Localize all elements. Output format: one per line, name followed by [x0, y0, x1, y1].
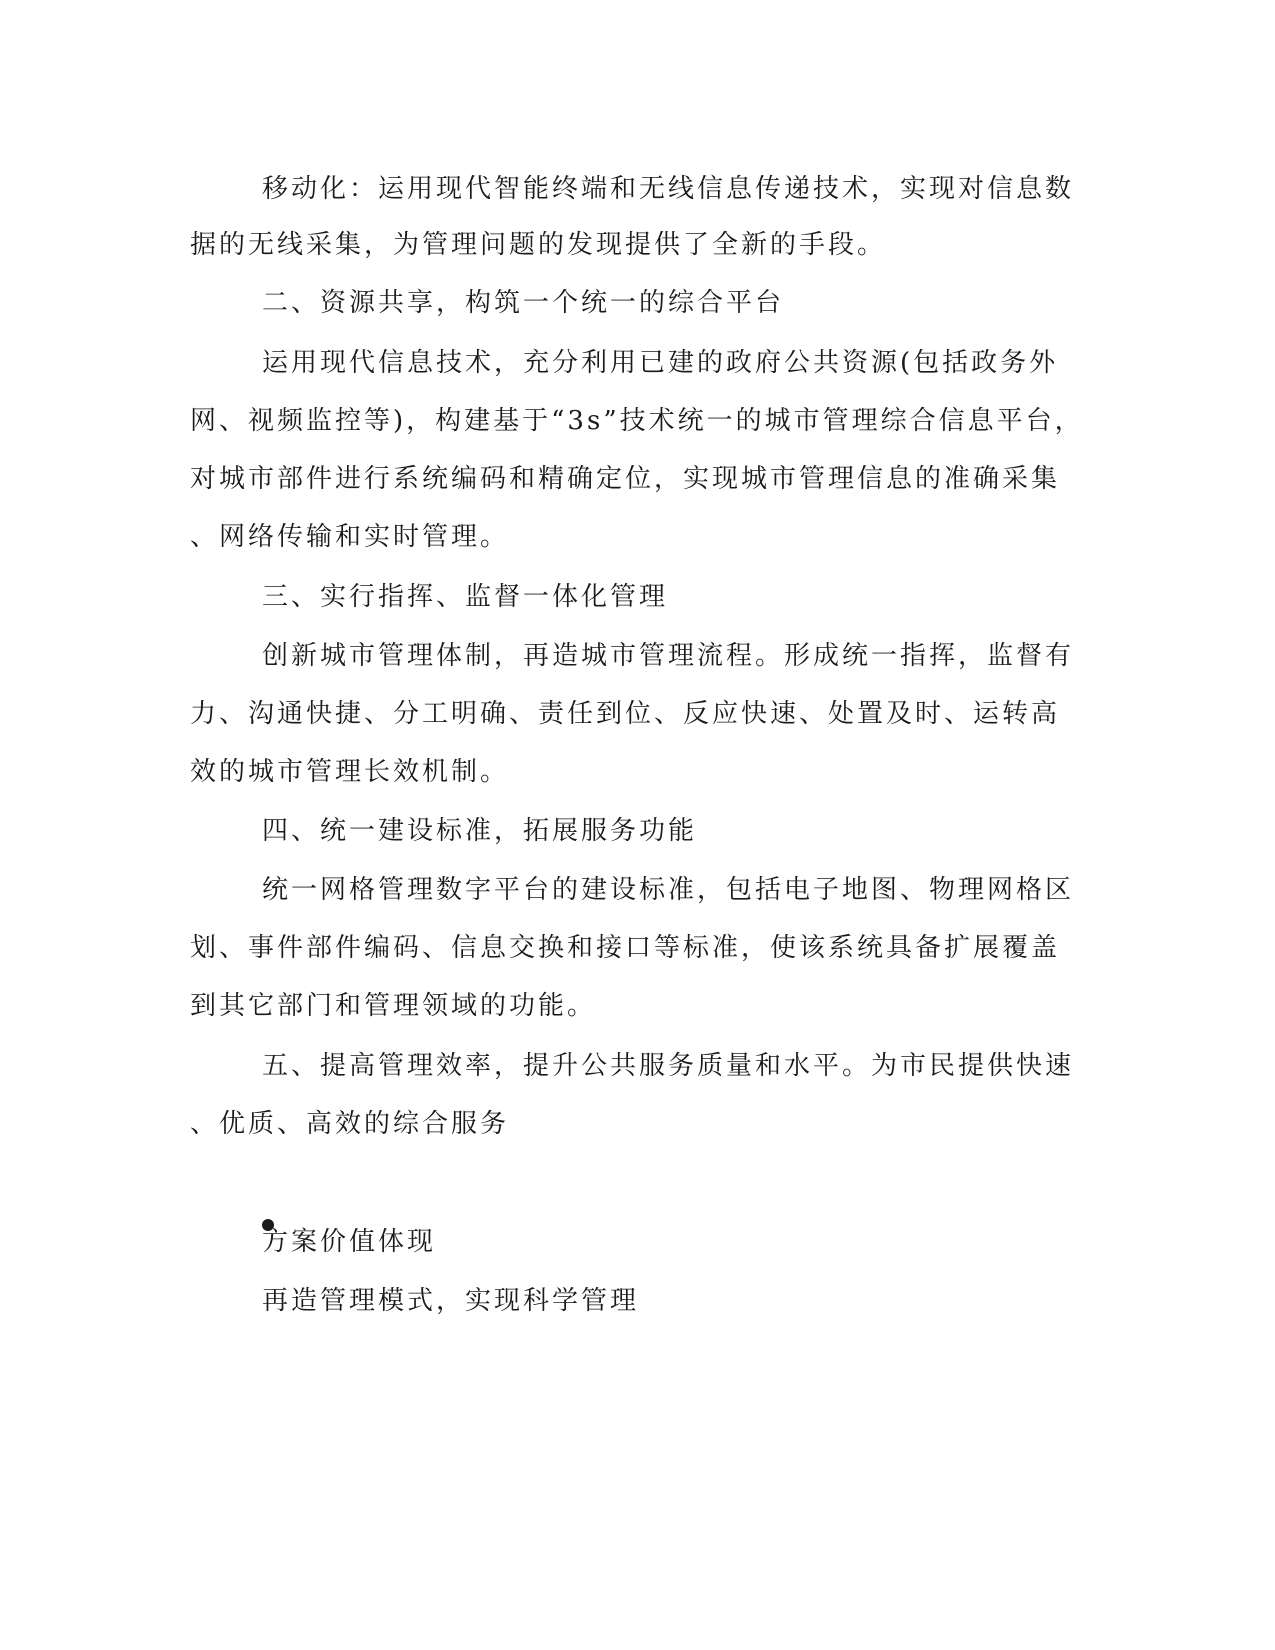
paragraph-mechanism-line-1: 创新城市管理体制，再造城市管理流程。形成统一指挥，监督有: [262, 641, 1075, 671]
heading-command-supervision: 三、实行指挥、监督一体化管理: [262, 582, 669, 612]
paragraph-mechanism-line-2: 力、沟通快捷、分工明确、责任到位、反应快速、处置及时、运转高: [190, 699, 1061, 729]
paragraph-standards-line-2: 划、事件部件编码、信息交换和接口等标准，使该系统具备扩展覆盖: [190, 933, 1061, 963]
paragraph-mechanism-line-3: 效的城市管理长效机制。: [190, 757, 510, 787]
paragraph-efficiency-line-1: 五、提高管理效率，提升公共服务质量和水平。为市民提供快速: [262, 1051, 1075, 1081]
paragraph-standards-line-1: 统一网格管理数字平台的建设标准，包括电子地图、物理网格区: [262, 875, 1075, 905]
subheading-management-model: 再造管理模式，实现科学管理: [262, 1286, 640, 1316]
paragraph-efficiency-line-2: 、优质、高效的综合服务: [190, 1109, 510, 1139]
paragraph-platform-line-4: 、网络传输和实时管理。: [190, 522, 510, 552]
paragraph-mobile-line-1: 移动化：运用现代智能终端和无线信息传递技术，实现对信息数: [262, 174, 1075, 204]
heading-resource-sharing: 二、资源共享，构筑一个统一的综合平台: [262, 288, 785, 318]
paragraph-platform-line-1: 运用现代信息技术，充分利用已建的政府公共资源(包括政务外: [262, 348, 1059, 378]
heading-unified-standards: 四、统一建设标准，拓展服务功能: [262, 816, 698, 846]
paragraph-standards-line-3: 到其它部门和管理领域的功能。: [190, 991, 597, 1021]
paragraph-platform-line-3: 对城市部件进行系统编码和精确定位，实现城市管理信息的准确采集: [190, 464, 1061, 494]
heading-value: 方案价值体现: [262, 1227, 437, 1257]
paragraph-platform-line-2: 网、视频监控等)，构建基于“3s”技术统一的城市管理综合信息平台，: [190, 406, 1084, 436]
paragraph-mobile-line-2: 据的无线采集，为管理问题的发现提供了全新的手段。: [190, 230, 887, 260]
